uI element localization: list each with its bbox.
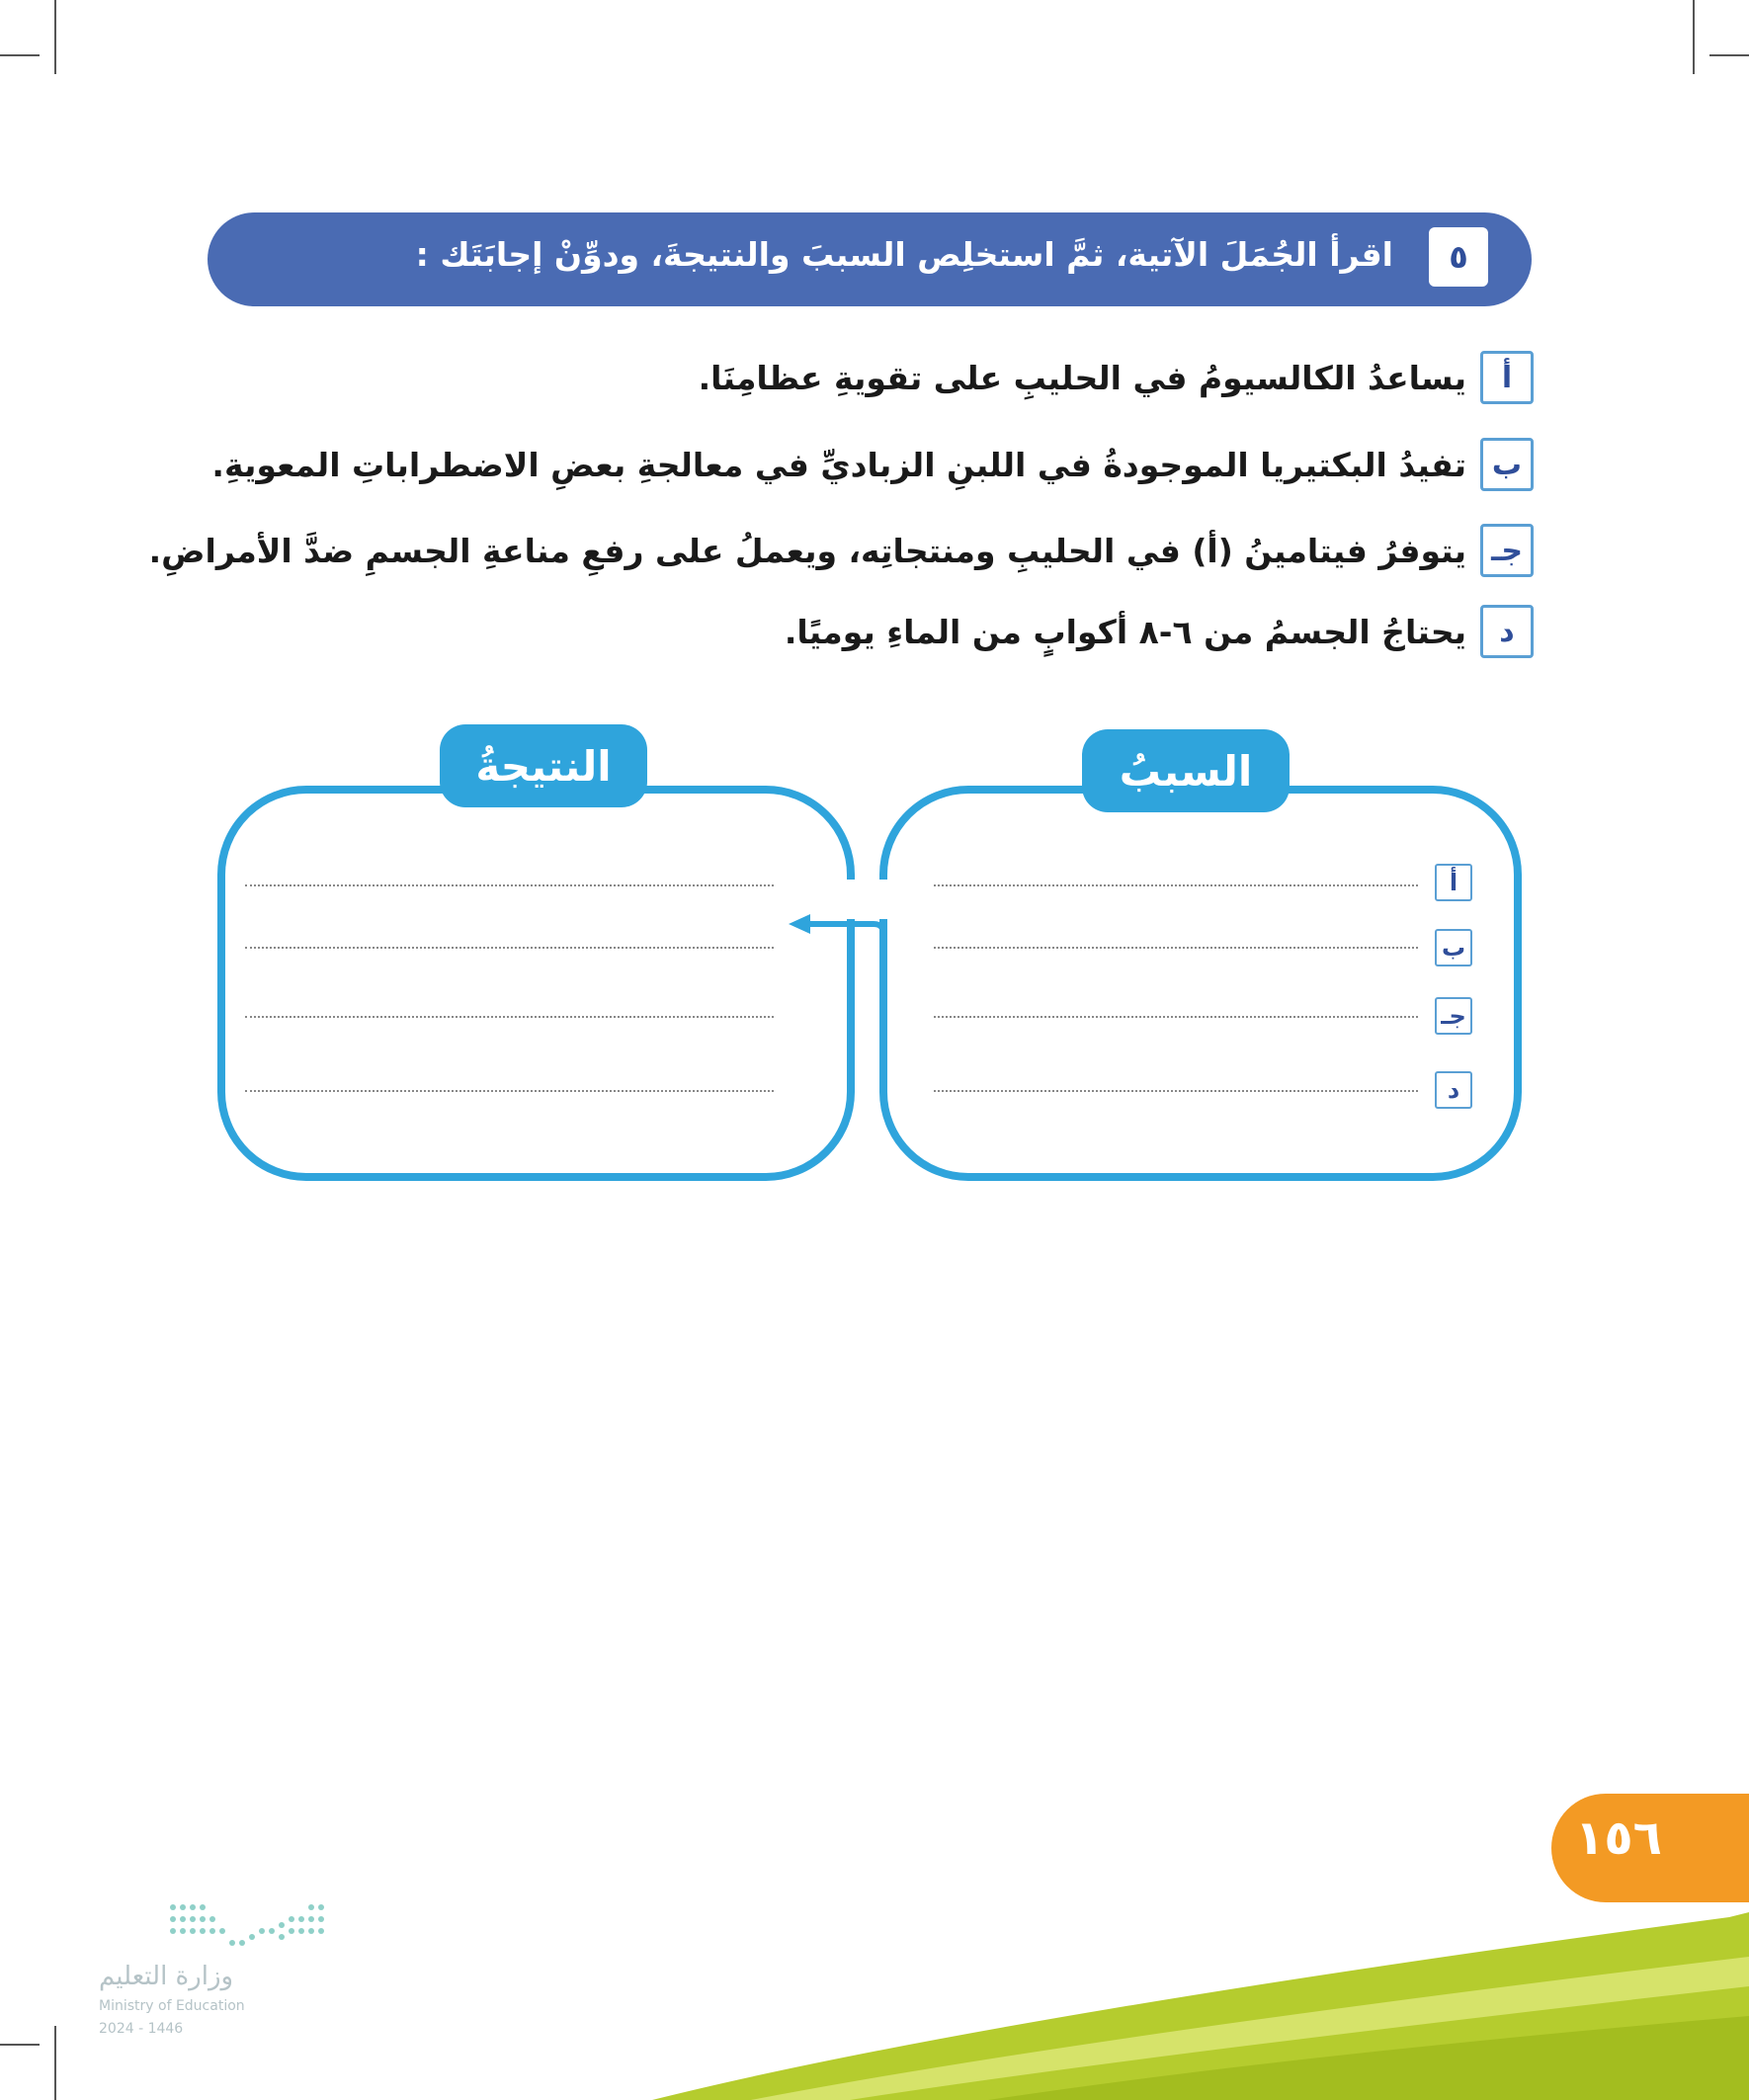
- crop-mark: [54, 0, 56, 74]
- statement-text: يساعدُ الكالسيومُ في الحليبِ على تقويةِ عظامِنَا.: [698, 358, 1466, 397]
- statement-text: تفيدُ البكتيريا الموجودةُ في اللبنِ الزباديِّ في معالجةِ بعضِ الاضطراباتِ المعويةِ.: [211, 445, 1466, 484]
- statement-row: [785, 605, 1534, 658]
- crop-mark: [1693, 0, 1695, 74]
- ministry-name-english: Ministry of Education: [99, 1998, 245, 2014]
- box-gap: [842, 880, 887, 919]
- page-number: ١٥٦: [1575, 1810, 1662, 1866]
- result-answer-line[interactable]: [245, 884, 774, 886]
- cause-answer-line[interactable]: [934, 884, 1418, 886]
- arrow-icon: [781, 914, 899, 1052]
- cause-answer-line[interactable]: [934, 1090, 1418, 1092]
- crop-mark: [1709, 54, 1749, 56]
- question-instruction: اقرأ الجُمَلَ الآتية، ثمَّ استخلِص السببَ والنتيجةَ، ودوِّنْ إجابَتَك :: [415, 235, 1393, 274]
- result-answer-line[interactable]: [245, 1090, 774, 1092]
- cause-answer-line[interactable]: [934, 947, 1418, 949]
- statement-label: د: [1480, 605, 1534, 658]
- cause-box: [879, 786, 1522, 1181]
- question-number: ٥: [1429, 227, 1488, 287]
- cause-label: جـ: [1435, 997, 1472, 1035]
- statement-text: يتوفرُ فيتامينُ (أ) في الحليبِ ومنتجاتِه، ويعملُ على رفعِ مناعةِ الجسمِ ضدَّ الأمراضِ.: [148, 531, 1466, 570]
- cause-label: د: [1435, 1071, 1472, 1109]
- cause-title: السببُ: [1082, 729, 1290, 812]
- ministry-name-arabic: وزارة التعليم: [99, 1962, 234, 1991]
- ministry-logo-icon: [168, 1897, 326, 1957]
- statement-label: جـ: [1480, 524, 1534, 577]
- statement-text: يحتاجُ الجسمُ من ٦-٨ أكوابٍ من الماءِ يوميًا.: [784, 612, 1466, 651]
- statement-row: [149, 524, 1534, 577]
- statement-label: ب: [1480, 438, 1534, 491]
- ministry-year: 2024 - 1446: [99, 2021, 184, 2037]
- cause-answer-line[interactable]: [934, 1016, 1418, 1018]
- result-answer-line[interactable]: [245, 947, 774, 949]
- result-title: النتيجةُ: [440, 724, 647, 807]
- statement-row: [699, 351, 1534, 404]
- result-box: [217, 786, 855, 1181]
- statement-row: [211, 438, 1534, 491]
- crop-mark: [0, 54, 40, 56]
- cause-label: ب: [1435, 929, 1472, 966]
- result-answer-line[interactable]: [245, 1016, 774, 1018]
- statement-label: أ: [1480, 351, 1534, 404]
- cause-label: أ: [1435, 864, 1472, 901]
